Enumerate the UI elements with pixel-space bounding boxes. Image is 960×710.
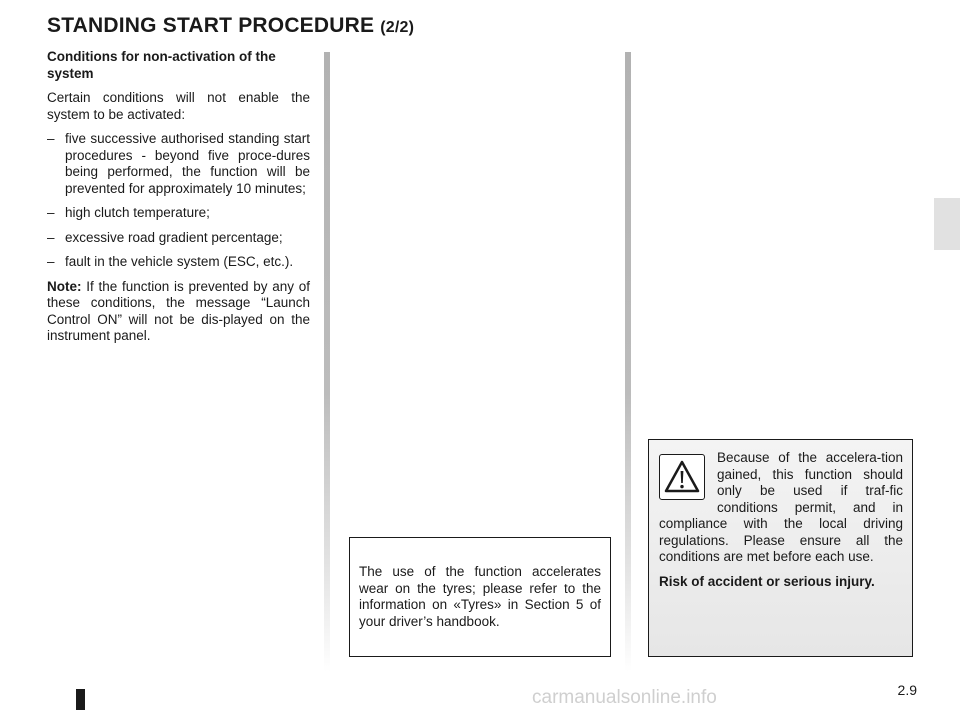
- list-item-text: five successive authorised standing start procedures - beyond five proce-dures being performed, the function will be prevented for approximately 10 minutes;: [65, 131, 310, 196]
- tyres-info-box: [349, 537, 611, 657]
- list-item: [47, 131, 310, 197]
- list-item-text: excessive road gradient percentage;: [65, 229, 283, 245]
- watermark: carmanualsonline.info: [532, 687, 717, 708]
- note-paragraph: [47, 279, 310, 345]
- page-number: 2.9: [897, 682, 917, 698]
- list-item-text: fault in the vehicle system (ESC, etc.).: [65, 254, 294, 269]
- page-title-main: STANDING START PROCEDURE: [47, 14, 375, 37]
- list-item: [47, 254, 310, 271]
- warning-triangle-icon: [659, 454, 705, 500]
- margin-mark: [76, 689, 85, 710]
- list-item: [47, 230, 310, 247]
- list-dash: –: [47, 205, 55, 220]
- section-tab: [934, 198, 960, 250]
- list-item-text: high clutch temperature;: [65, 205, 210, 220]
- warning-box: [648, 439, 913, 657]
- note-label: Note:: [47, 278, 82, 294]
- column-divider: [324, 52, 330, 672]
- list-dash: –: [47, 229, 55, 245]
- page-title-part: (2/2): [380, 19, 415, 36]
- page-title: [47, 14, 414, 38]
- conditions-intro: Certain conditions will not enable the system to be activated:: [47, 90, 310, 122]
- list-dash: –: [47, 254, 55, 269]
- conditions-column: [47, 49, 310, 353]
- list-dash: –: [47, 131, 55, 146]
- column-divider: [625, 52, 631, 672]
- warning-risk-text: Risk of accident or serious injury.: [659, 573, 875, 589]
- conditions-heading: Conditions for non-activation of the system: [47, 49, 276, 81]
- list-item: [47, 205, 310, 222]
- warning-text: Because of the accelera-tion gained, this function should only be used if traf-fic conditions permit, and in compliance with the local driving regulations. Please ensure all the conditions are met before each use.: [659, 450, 903, 564]
- tyres-info-text: The use of the function accelerates wear on the tyres; please refer to the information on «Tyres» in Section 5 of your driver’s handbook.: [359, 564, 601, 629]
- note-text: If the function is prevented by any of these conditions, the message “Launch Control ON” will not be dis-played on the instrument panel.: [47, 278, 310, 343]
